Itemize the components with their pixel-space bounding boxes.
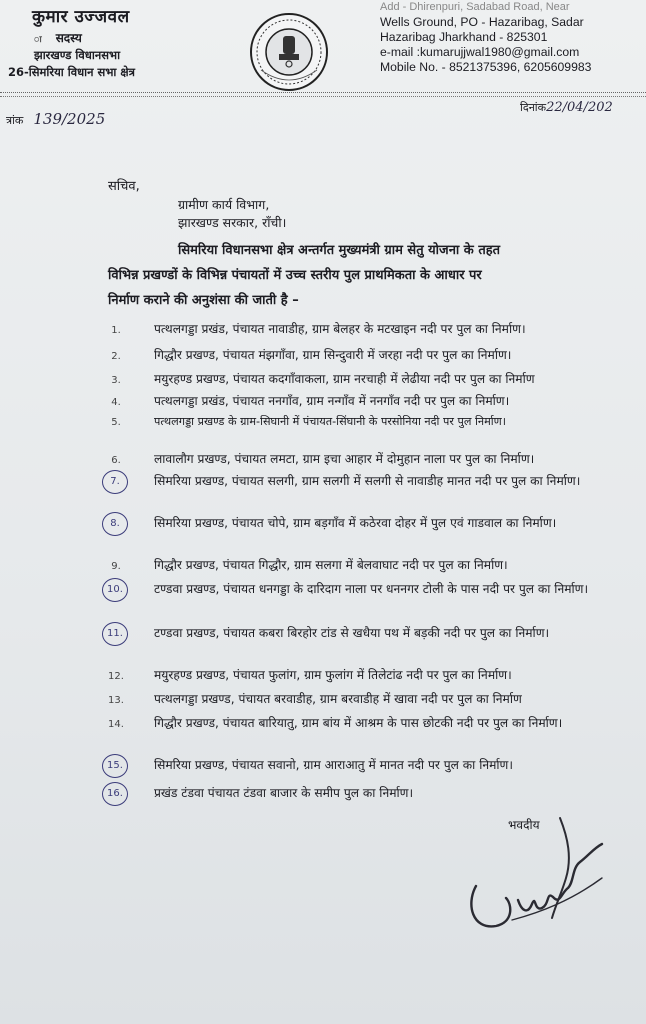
item-text: पत्थलगड्डा प्रखंड, पंचायत ननगाँव, ग्राम नन्गाँव में ननगाँव नदी पर पुल का निर्माण। — [154, 394, 510, 408]
date-value: 22/04/202 — [546, 100, 613, 115]
subject-paragraph — [108, 238, 608, 313]
item-text: सिमरिया प्रखण्ड, पंचायत सलगी, ग्राम सलगी में सलगी से नावाडीह मानत नदी पर पुल का निर्माण। — [154, 474, 581, 488]
item-number-circled: 16. — [102, 782, 128, 806]
designation-text: सदस्य — [55, 31, 82, 45]
subject-line-2: विभिन्न प्रखण्डों के विभिन्न पंचायतों में उच्च स्तरीय पुल प्राथमिकता के आधार पर — [108, 268, 482, 283]
item-text: लावालौग प्रखण्ड, पंचायत लमटा, ग्राम इचा आहार में दोमुहान नाला पर पुल का निर्माण। — [154, 452, 535, 466]
list-item — [111, 394, 600, 409]
item-number-circled: 10. — [102, 578, 128, 602]
list-item — [111, 322, 600, 337]
sender-designation — [34, 29, 228, 46]
subject-line-3: निर्माण कराने की अनुशंसा की जाती है – — [108, 293, 299, 308]
list-item — [108, 692, 600, 707]
list-item — [107, 786, 600, 801]
item-text: मयुरहण्ड प्रखण्ड, पंचायत कदगाँवाकला, ग्राम नरचाही में लेढीया नदी पर पुल का निर्माण — [154, 372, 535, 386]
item-number: 6. — [111, 455, 121, 466]
letterhead-divider-2 — [0, 96, 646, 98]
item-number: 5. — [111, 417, 121, 428]
item-text: पत्थलगड्डा प्रखंड, पंचायत नावाडीह, ग्राम बेलहर के मटखाइन नदी पर पुल का निर्माण। — [154, 322, 526, 336]
address-line-2: Hazaribag Jharkhand - 825301 — [380, 30, 548, 44]
addressee-line-1: ग्रामीण कार्य विभाग, — [178, 197, 270, 212]
item-text: पत्थलगड्डा प्रखण्ड, पंचायत बरवाडीह, ग्राम बरवाडीह में खावा नदी पर पुल का निर्माण — [154, 692, 522, 706]
item-number: 12. — [108, 671, 124, 682]
address-line-0: Add - Dhirenpuri, Sadabad Road, Near — [380, 1, 570, 13]
addressee — [178, 196, 286, 232]
item-number-circled: 7. — [102, 470, 128, 494]
letterhead-right — [380, 0, 642, 75]
item-number: 3. — [111, 375, 121, 386]
list-item — [110, 516, 600, 531]
list-item — [111, 452, 600, 467]
reference-value: 139/2025 — [33, 110, 106, 128]
item-number-circled: 11. — [102, 622, 128, 646]
list-item — [110, 474, 600, 489]
email-line: e-mail :kumarujjwal1980@gmail.com — [380, 45, 580, 59]
list-item — [111, 372, 600, 387]
date-label: दिनांक — [520, 101, 547, 114]
addressee-line-2: झारखण्ड सरकार, राँची। — [178, 215, 287, 230]
reference-label: त्रांक — [6, 114, 24, 127]
item-number: 9. — [111, 561, 121, 572]
subject-line-1: सिमरिया विधानसभा क्षेत्र अन्तर्गत मुख्यमंत्री ग्राम सेतु योजना के तहत — [178, 243, 501, 258]
item-number: 1. — [111, 325, 121, 336]
item-number-circled: 8. — [102, 512, 128, 536]
item-text: गिद्धौर प्रखण्ड, पंचायत मंझगाँवा, ग्राम सिन्दुवारी में जरहा नदी पर पुल का निर्माण। — [154, 348, 512, 362]
item-text: गिद्धौर प्रखण्ड, पंचायत बारियातु, ग्राम बांय में आश्रम के पास छोटकी नदी पर पुल का निर्माण। — [154, 716, 563, 730]
list-item — [111, 414, 600, 429]
letterhead-left — [8, 4, 228, 80]
letterhead-divider — [0, 92, 646, 94]
item-number: 2. — [111, 351, 121, 362]
reference-number — [6, 110, 105, 128]
mobile-line: Mobile No. - 8521375396, 6205609983 — [380, 60, 592, 74]
item-text: टण्डवा प्रखण्ड, पंचायत कबरा बिरहोर टांड से खधैया पथ में बड़की नदी पर पुल का निर्माण। — [154, 626, 550, 640]
constituency-name: 26-सिमरिया विधान सभा क्षेत्र — [8, 65, 135, 79]
item-number: 14. — [108, 719, 124, 730]
list-item — [108, 668, 600, 683]
item-text: मयुरहण्ड प्रखण्ड, पंचायत फुलांग, ग्राम फुलांग में तिलेटांढ नदी पर पुल का निर्माण। — [154, 668, 512, 682]
item-number: 13. — [108, 695, 124, 706]
salutation: सचिव, — [108, 179, 140, 194]
item-text: पत्थलगड्डा प्रखण्ड के ग्राम-सिघानी में पंचायत-सिंघानी के परसोनिया नदी पर पुल निर्माण। — [154, 415, 507, 428]
list-item — [111, 348, 600, 363]
item-number: 4. — [111, 397, 121, 408]
list-item — [107, 626, 600, 641]
item-text: प्रखंड टंडवा पंचायत टंडवा बाजार के समीप पुल का निर्माण। — [154, 786, 414, 800]
item-text: सिमरिया प्रखण्ड, पंचायत सवानो, ग्राम आराआतु में मानत नदी पर पुल का निर्माण। — [154, 758, 513, 772]
state-emblem-icon — [247, 12, 331, 92]
closing-text: भवदीय — [508, 818, 540, 832]
assembly-name: झारखण्ड विधानसभा — [34, 48, 121, 62]
list-item — [108, 716, 600, 731]
item-number-circled: 15. — [102, 754, 128, 778]
item-text: गिद्धौर प्रखण्ड, पंचायत गिद्धौर, ग्राम सलगा में बेलवाघाट नदी पर पुल का निर्माण। — [154, 558, 508, 572]
letter-date — [520, 100, 613, 115]
item-text: सिमरिया प्रखण्ड, पंचायत चोपे, ग्राम बड़गाँव में कठेरवा दोहर में पुल एवं गाडवाल का निर्माण। — [154, 516, 557, 530]
item-text: टण्डवा प्रखण्ड, पंचायत धनगड्डा के दारिदाग नाला पर धननगर टोली के पास नदी पर पुल का निर्माण। — [154, 582, 589, 596]
list-item — [111, 558, 600, 573]
handwritten-signature-icon — [462, 808, 612, 948]
list-item — [107, 582, 600, 597]
sender-name: कुमार उज्जवल — [32, 7, 130, 27]
designation-prefix: ा — [34, 35, 42, 45]
address-line-1: Wells Ground, PO - Hazaribag, Sadar — [380, 15, 584, 29]
list-item — [107, 758, 600, 773]
